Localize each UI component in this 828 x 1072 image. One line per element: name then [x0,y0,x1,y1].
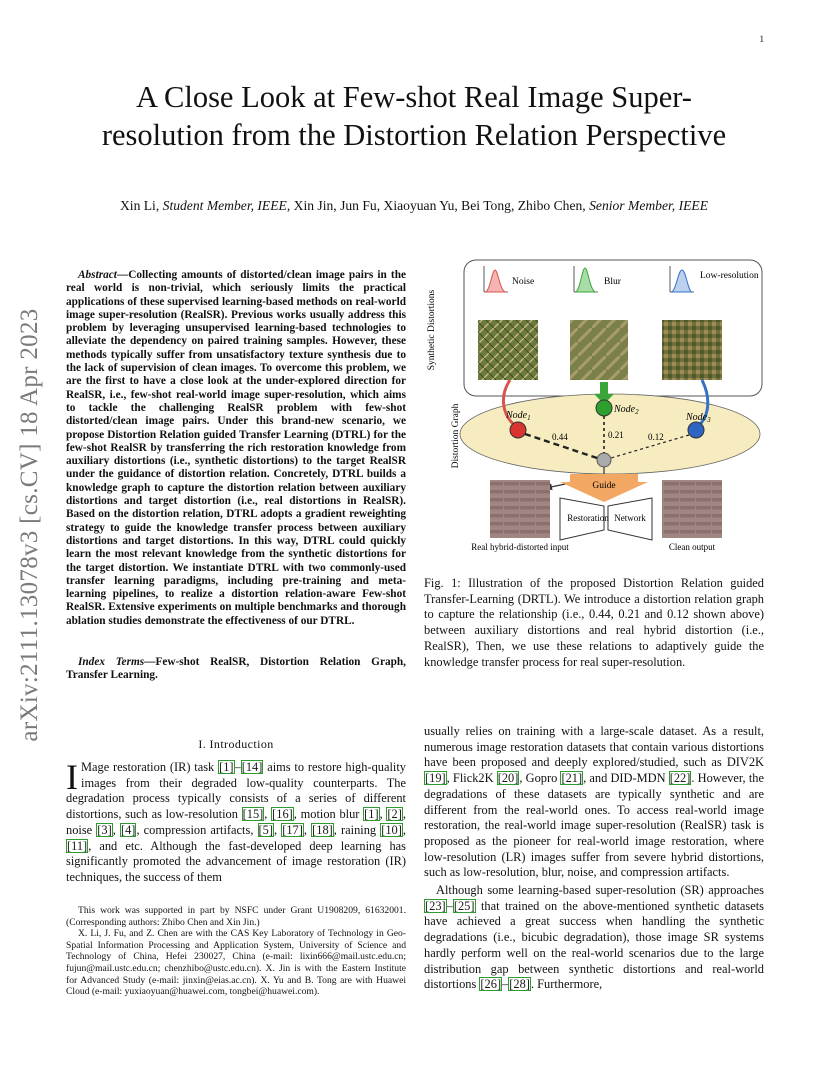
noise-label: Noise [512,277,535,287]
text: , [402,822,406,837]
citation-link[interactable]: [28] [509,977,530,992]
node-3 [688,422,704,438]
citation-link[interactable]: [17] [282,822,303,837]
footnote-funding: This work was supported in part by NSFC under Grant U1908209, 61632001. (Corresponding authors: Zhibo Chen and Xin Jin.) [66,905,406,928]
intro-continued [424,724,764,993]
text: – [234,760,241,774]
text: , and DID-MDN [583,771,669,786]
text: , and etc. Although the fast-developed deep learning has significantly promoted the advancement of image restoration (IR) techniques, the success of them [66,838,406,884]
citation-link[interactable]: [11] [67,838,88,853]
dropcap: I [66,757,78,797]
abstract-text: —Collecting amounts of distorted/clean image pairs in the real world is non-trivial, which seriously limits the practical applications of these supervised learning-based methods on real-world image super-resolution (RealSR). Previous works usually address this problem by leveraging unsupervised learning-based technologies to alleviate the dependency on paired training samples. However, these methods typically suffer from unsatisfactory texture synthesis due to the lack of supervision of clean images. To overcome this problem, we are the first to have a close look at the under-explored direction for RealSR, i.e., few-shot real-world image super-resolution, which aims to tackle the challenging RealSR problem with few-shot distorted/clean image pairs. Under this brand-new scenario, we propose Distortion Relation guided Transfer Learning (DTRL) for the few-shot RealSR by transferring the rich restoration knowledge from auxiliary distortions (i.e., synthetic distortions) to the target RealSR under the guidance of distortion relation. Concretely, DTRL builds a knowledge graph to capture the distortion relation between auxiliary distortions and target distortion (i.e., real distortions in RealSR). Based on the distortion relation, DTRL adopts a gradient reweighting strategy to guide the knowledge transfer process between auxiliary distortions and target distortions. In this way, DTRL could quickly learn the most relevant knowledge from the synthetic distortions for the target distortion. We instantiate DTRL with two commonly-used transfer learning paradigms, including pre-training and meta-learning pipelines, to realize a distortion relation-aware Few-shot RealSR. Extensive experiments on multiple benchmarks and thorough ablation studies demonstrate the effectiveness of our DTRL. [66,269,406,627]
author-role: Student Member, IEEE [162,198,287,213]
author-role-last: Senior Member, IEEE [589,198,709,213]
citation-link[interactable]: [10] [381,822,402,837]
text: . However, the degradations of these datasets are typically synthetic and are different from the real-world ones. To access real-world image restoration, the real-world image super-resolution (RealSR) task is proposed as the pioneer for real-world image restoration, where low-resolution (LR) images suffer from severe hybrid distortions, such as low-resolution, blur, noise, and compression artifacts. [424,771,764,880]
abstract [66,269,406,628]
citation-link[interactable]: [1] [364,807,379,822]
text: Mage restoration (IR) task [81,760,219,774]
node-2-label: Node$_2$ [614,404,639,416]
index-terms-text: —Few-shot RealSR, Distortion Relation Graph, Transfer Learning. [66,656,406,682]
synthetic-label: Synthetic Distortions [427,289,437,371]
node-1-label: Node$_1$ [506,410,531,422]
citation-link[interactable]: [25] [453,898,475,913]
weight-2: 0.21 [608,430,624,440]
citation-link[interactable]: [21] [561,771,583,786]
node-3-label: Node$_3$ [686,412,711,424]
footnote-affiliations: X. Li, J. Fu, and Z. Chen are with the CAS Key Laboratory of Technology in Geo-Spatial Information Processing and Application System, University of Science and Technology of China, Hefei 230027, China (e-mail: lixin666@mail.ustc.edu.cn; fujun@mail.ustc.edu.cn; chenzhibo@ustc.edu.cn). X. Jin is with the Eastern Institute for Advanced Study (e-mail: jinxin@eias.ac.cn). X. Yu and B. Tong are with Huawei Cloud (e-mail: yuxiaoyuan@huawei.com, tongbei@huawei.com). [66,928,406,998]
figure-1 [424,258,764,568]
input-label: Real hybrid-distorted input [471,542,569,552]
node-1 [510,422,526,438]
text: , motion blur [293,807,364,822]
text: , [264,807,272,822]
arxiv-stamp[interactable]: arXiv:2111.13078v3 [cs.CV] 18 Apr 2023 [16,308,43,742]
page-number: 1 [759,34,764,44]
footnote [66,905,406,998]
citation-link[interactable]: [18] [312,822,333,837]
blur-label: Blur [604,277,621,287]
lowres-image [662,320,722,380]
index-terms [66,656,406,683]
citation-link[interactable]: [22] [669,771,691,786]
paper-title: A Close Look at Few-shot Real Image Super-resolution from the Distortion Relation Perspective [101,80,727,152]
text: , [112,822,120,837]
paragraph [424,724,764,881]
lowres-label: Low-resolution [700,271,759,281]
intro-paragraph [66,757,406,886]
citation-link[interactable]: [4] [120,822,136,837]
noise-image [478,320,538,380]
citation-link[interactable]: [2] [387,807,402,822]
node-2 [596,400,612,416]
section-heading: I. Introduction [198,737,274,751]
output-image [662,480,722,538]
index-terms-lead: Index Terms [78,656,145,668]
weight-1: 0.44 [552,432,568,442]
citation-link[interactable]: [1] [219,760,234,774]
author-first: Xin Li, [119,198,163,213]
target-node [597,453,611,467]
text: , [379,807,387,822]
text: , raining [333,822,381,837]
input-image [490,480,550,538]
author-rest: , Xin Jin, Jun Fu, Xiaoyuan Yu, Bei Tong, Zhibo Chen, [286,198,590,213]
abstract-lead: Abstract [78,269,117,281]
text: – [446,898,453,913]
weight-3: 0.12 [648,432,664,442]
text: , Gopro [519,771,561,786]
text: , [274,822,282,837]
figure-caption: Fig. 1: Illustration of the proposed Distortion Relation guided Transfer-Learning (DRTL). We introduce a distortion relation graph to capture the relationship (i.e., 0.44, 0.21 and 0.12 shown above) between auxiliary distortions and real hybrid distortion (i.e., RealSR), Then, we use these relations to adaptively guide the knowledge transfer process for real super-resolution. [424,576,764,669]
text: aims to restore high-quality images from their degraded low-quality counterparts. The degradation process typically consists of a series of different distortions, such as low-resolution [66,760,406,822]
citation-link[interactable]: [15] [242,807,264,822]
output-label: Clean output [668,542,716,552]
text: , [303,822,312,837]
citation-link[interactable]: [16] [272,807,293,822]
citation-link[interactable]: [20] [497,771,519,786]
text: usually relies on training with a large-scale dataset. As a result, numerous image restoration datasets that contain various distortions have been proposed and deeply explored/studied, such as DIV2K [424,724,764,770]
citation-link[interactable]: [5] [258,822,273,837]
text: , Flick2K [446,771,497,786]
citation-link[interactable]: [23] [425,898,446,913]
text: Although some learning-based super-resolution (SR) approaches [436,883,764,898]
citation-link[interactable]: [14] [241,760,263,774]
guide-label: Guide [592,481,616,491]
text: – [502,977,509,992]
network-label-right: Network [614,513,646,523]
blur-image [570,320,628,380]
network-label-left: Restoration [567,513,609,523]
text: . Furthermore, [530,977,603,992]
citation-link[interactable]: [19] [425,771,446,786]
author-list [60,198,768,214]
text: that trained on the above-mentioned synthetic datasets have achieved a great success when handling the synthetic degradations (i.e., bicubic degradation), those image SR systems hardly perform well on the real-world scenarios due to the large distribution gap between synthetic distortions and real-world distortions [424,898,764,992]
figure-diagram [424,258,764,568]
text: , compression artifacts, [136,822,258,837]
citation-link[interactable]: [3] [97,822,112,837]
paragraph [424,883,764,993]
graph-label: Distortion Graph [451,403,461,469]
text: , noise [66,807,406,837]
citation-link[interactable]: [26] [480,977,502,992]
